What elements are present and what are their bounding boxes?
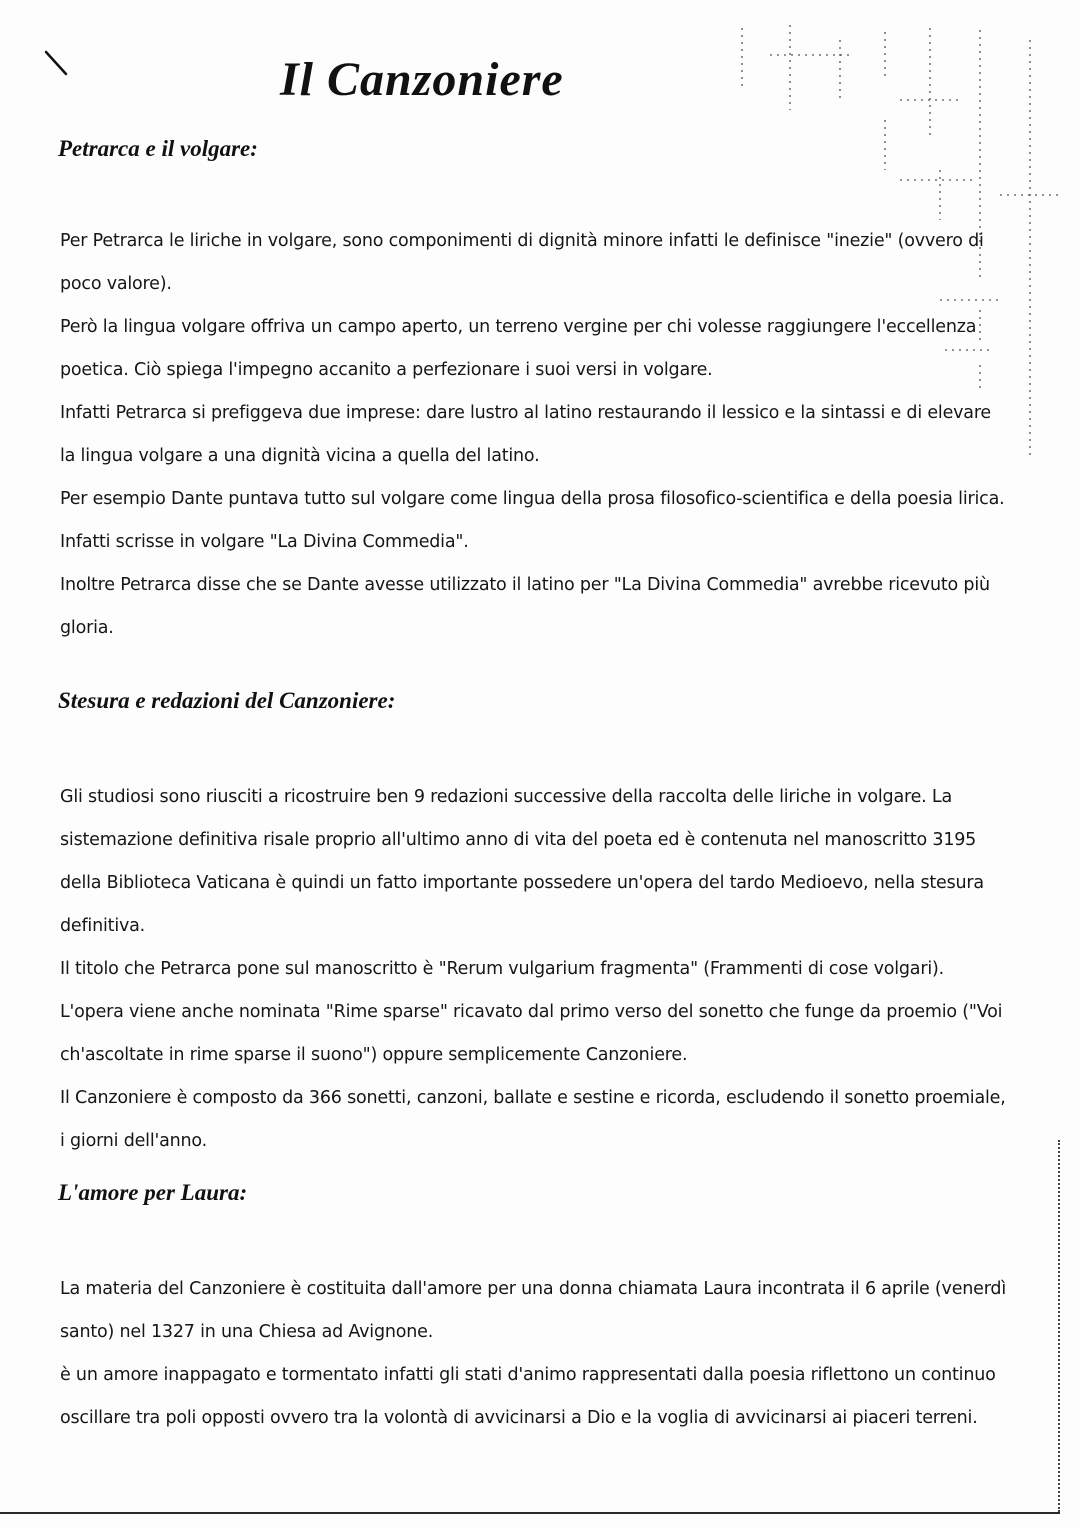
paragraph: Però la lingua volgare offriva un campo aperto, un terreno vergine per chi volesse raggiungere l'eccellenza poetica. Ciò spiega l'impegno accanito a perfezionare i suoi versi in volgare. [60,317,977,380]
paragraph: L'opera viene anche nominata "Rime sparse" ricavato dal primo verso del sonetto che funge da proemio ("Voi ch'ascoltate in rime sparse il suono") oppure semplicemente Canzoniere. [60,1002,1003,1065]
section-heading: Stesura e redazioni del Canzoniere: [58,688,396,713]
paragraph: è un amore inappagato e tormentato infatti gli stati d'animo rappresentati dalla poesia riflettono un continuo oscillare tra poli opposti ovvero tra la volontà di avvicinarsi a Dio e la voglia di avvicinarsi ai piaceri terreni. [60,1365,996,1428]
section-heading: Petrarca e il volgare: [58,136,258,161]
paragraph: Infatti Petrarca si prefiggeva due imprese: dare lustro al latino restaurando il lessico e la sintassi e di elevare la lingua volgare a una dignità vicina a quella del latino. [60,403,991,466]
page-title: Il Canzoniere [280,53,564,106]
page-bottom-rule [0,1512,1060,1514]
paragraph: Gli studiosi sono riusciti a ricostruire ben 9 redazioni successive della raccolta delle liriche in volgare. La sistemazione definitiva risale proprio all'ultimo anno di vita del poeta ed è contenuta nel manoscritto 3195 della Biblioteca Vaticana è quindi un fatto importante possedere un'opera del tardo Medioevo, nella stesura definitiva. [60,787,984,936]
section-body [60,776,1010,1163]
paragraph: Il Canzoniere è composto da 366 sonetti, canzoni, ballate e sestine e ricorda, escludendo il sonetto proemiale, i giorni dell'anno. [60,1088,1006,1151]
section-body [60,220,1010,650]
section-body [60,1268,1010,1440]
paragraph: La materia del Canzoniere è costituita dall'amore per una donna chiamata Laura incontrata il 6 aprile (venerdì santo) nel 1327 in una Chiesa ad Avignone. [60,1279,1006,1342]
paragraph: Inoltre Petrarca disse che se Dante avesse utilizzato il latino per "La Divina Commedia" avrebbe ricevuto più gloria. [60,575,990,638]
section-heading: L'amore per Laura: [58,1180,248,1205]
page-edge-dotted [1058,1140,1062,1512]
paragraph: Il titolo che Petrarca pone sul manoscritto è "Rerum vulgarium fragmenta" (Frammenti di cose volgari). [60,959,944,979]
paragraph: Per esempio Dante puntava tutto sul volgare come lingua della prosa filosofico-scientifica e della poesia lirica. Infatti scrisse in volgare "La Divina Commedia". [60,489,1005,552]
pen-stroke-mark [42,48,72,78]
paragraph: Per Petrarca le liriche in volgare, sono componimenti di dignità minore infatti le definisce "inezie" (ovvero di poco valore). [60,231,984,294]
